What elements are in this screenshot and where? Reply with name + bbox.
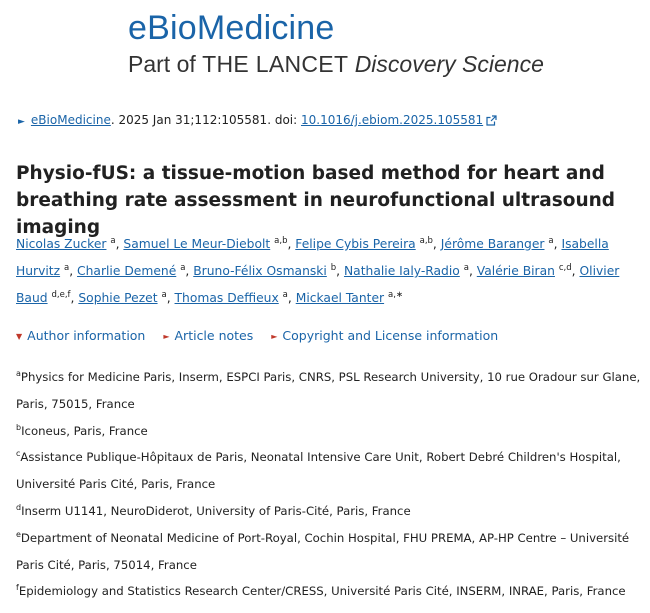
triangle-right-icon: ► <box>163 332 170 341</box>
affiliation-item <box>16 578 646 605</box>
tagline-prefix: Part of <box>128 51 203 77</box>
affiliation-sup: d <box>16 502 22 512</box>
author-link[interactable]: Sophie Pezet <box>78 291 158 305</box>
author-affil-sup[interactable]: a <box>548 236 554 246</box>
author-affil-sup[interactable]: a <box>463 263 469 273</box>
author-affil-sup[interactable]: a <box>110 236 116 246</box>
article-title: Physio-fUS: a tissue-motion based method for heart and breathing rate assessment in neurofunctional ultrasound imaging <box>16 163 616 238</box>
author-link[interactable]: Olivier Baud <box>16 264 620 305</box>
copyright-label: Copyright and License information <box>282 328 499 343</box>
author-affil-sup[interactable]: a,b <box>274 236 288 246</box>
affiliation-sup: e <box>16 529 21 539</box>
journal-name: eBioMedicine <box>128 9 335 47</box>
affiliation-item <box>16 418 646 445</box>
author-link[interactable]: Jérôme Baranger <box>440 237 545 251</box>
author-list: Nicolas Zucker $^a$, Samuel Le Meur-Diebolt $^{a,b}$, Felipe Cybis Pereira $^{a,b}$, Jérôme Baranger $^a$, Isabella Hurvitz $^a$, Charlie Demené $^a$, Bruno-Félix Osmanski $^b$, Nathalie Ialy-Radio $^a$, Valérie Biran $^{c,d}$, Olivier Baud $^{d,e,f}$, Sophie Pezet $^a$, Thomas Deffieux $^a$, Mickael Tanter $^{a,∗}$ <box>16 236 620 305</box>
author-affil-sup[interactable]: a <box>64 263 70 273</box>
author-link[interactable]: Samuel Le Meur-Diebolt <box>123 237 271 251</box>
journal-tagline <box>128 50 544 78</box>
article-info-toggles <box>16 326 512 347</box>
author-affil-sup[interactable]: c,d <box>558 263 572 273</box>
affiliation-item <box>16 498 646 525</box>
author-link[interactable]: Valérie Biran <box>476 264 555 278</box>
affiliation-sup: b <box>16 422 22 432</box>
affiliation-text: Iconeus, Paris, France <box>21 423 148 438</box>
journal-logo[interactable] <box>128 10 544 78</box>
external-link-icon[interactable] <box>486 113 497 131</box>
affiliation-sup: a <box>16 369 21 378</box>
author-affil-sup[interactable]: a <box>180 263 186 273</box>
author-link[interactable]: Isabella Hurvitz <box>16 237 609 278</box>
affiliation-text: Physics for Medicine Paris, Inserm, ESPCI Paris, CNRS, PSL Research University, 10 rue Oradour sur Glane, Paris, 75015, France <box>16 370 641 411</box>
author-link[interactable]: Nicolas Zucker <box>16 237 107 251</box>
author-affil-sup[interactable]: a,∗ <box>388 290 404 300</box>
article-notes-toggle[interactable] <box>163 328 253 343</box>
doi-link[interactable]: 10.1016/j.ebiom.2025.105581 <box>300 113 484 127</box>
author-affil-sup[interactable]: b <box>330 263 337 273</box>
affiliation-sup: f <box>16 583 19 593</box>
author-information-toggle[interactable] <box>16 328 145 343</box>
affiliation-text: Epidemiology and Statistics Research Center/CRESS, Université Paris Cité, INSERM, INRAE, Paris, France <box>18 584 626 599</box>
author-affil-sup[interactable]: a <box>282 290 288 300</box>
author-affil-sup[interactable]: a,b <box>419 236 433 246</box>
copyright-toggle[interactable] <box>271 328 498 343</box>
author-link[interactable]: Felipe Cybis Pereira <box>295 237 416 251</box>
affiliation-text: Inserm U1141, NeuroDiderot, University of Paris-Cité, Paris, France <box>21 503 411 518</box>
author-link[interactable]: Nathalie Ialy-Radio <box>343 264 460 278</box>
author-link[interactable]: Charlie Demené <box>77 264 177 278</box>
author-affil-sup[interactable]: d,e,f <box>51 290 71 300</box>
caret-right-icon[interactable]: ► <box>18 117 25 127</box>
author-link[interactable]: Thomas Deffieux <box>174 291 279 305</box>
affiliation-text: Assistance Publique-Hôpitaux de Paris, Neonatal Intensive Care Unit, Robert Debré Children's Hospital, Université Paris Cité, Paris, France <box>16 450 621 492</box>
affiliation-item <box>16 364 646 418</box>
article-notes-label: Article notes <box>174 328 254 343</box>
affiliation-item <box>16 525 646 579</box>
triangle-right-icon: ► <box>271 332 278 341</box>
citation-details: . 2025 Jan 31;112:105581. doi: <box>110 113 301 127</box>
author-affil-sup[interactable]: a <box>161 290 167 300</box>
affiliation-item <box>16 444 646 498</box>
author-link[interactable]: Bruno-Félix Osmanski <box>193 264 327 278</box>
journal-link[interactable]: eBioMedicine <box>30 113 111 127</box>
author-link[interactable]: Mickael Tanter <box>295 291 385 305</box>
affiliations-list <box>16 364 646 605</box>
triangle-down-icon: ▼ <box>16 332 23 341</box>
affiliation-text: Department of Neonatal Medicine of Port-Royal, Cochin Hospital, FHU PREMA, AP-HP Centre – Université Paris Cité, Paris, 75014, France <box>16 530 630 572</box>
author-information-label: Author information <box>27 328 146 343</box>
tagline-lancet: THE LANCET <box>202 51 349 77</box>
affiliation-sup: c <box>16 449 21 459</box>
tagline-discovery-science: Discovery Science <box>354 51 544 77</box>
citation-line <box>18 111 497 131</box>
